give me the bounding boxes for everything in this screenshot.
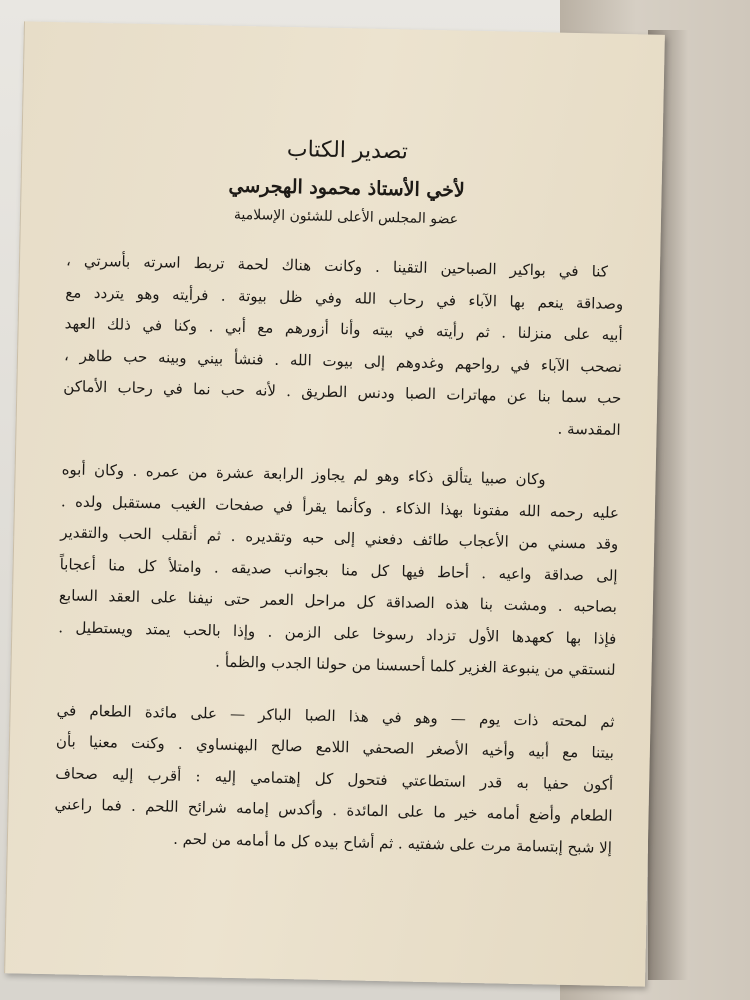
text-line: أكون حفيا به قدر استطاعتي فتحول كل إهتمامي إليه : أقرب إليه صحاف <box>55 763 614 794</box>
paragraph-2 <box>51 454 625 686</box>
author-role: عضو المجلس الأعلى للشئون الإسلامية <box>233 206 459 228</box>
text-line: إلا شبح إبتسامة مرت على شفتيه . ثم أشاح بيده كل ما أمامه من لحم . <box>172 829 613 857</box>
text-line: حب سما بنا عن مهاترات الصبا ودنس الطريق . لأنه حب نما في رحاب الأماكن <box>63 377 622 407</box>
paragraph-3 <box>48 695 621 864</box>
text-line: وصداقة ينعم بها الآباء في رحاب الله وفي ظل بيوتة . فرأيته وهو يتردد مع <box>65 282 624 313</box>
text-line: عليه رحمه الله مفتونا بهذا الذكاء . وكأنما يقرأ في صفحات الغيب مستقبل ولده . <box>60 491 620 522</box>
text-line: وكان صبيا يتألق ذكاء وهو لم يجاوز الرابعة عشرة من عمره . وكان أبوه <box>61 460 546 489</box>
book-page <box>4 21 665 986</box>
text-line: وقد مسني من الأعجاب طائف دفعني إلى حبه وتقديره . ثم أنقلب الحب والتقدير <box>60 523 619 553</box>
text-line: أبيه على منزلنا . ثم رأيته في بيته وأنا أزورهم مع أبي . وكنا في ذلك العهد <box>64 314 623 344</box>
page-content <box>46 132 632 926</box>
text-line: إلى صداقة واعيه . أحاط فيها كل منا بجوانب صديقه . وامتلأ كل منا أعجاباً <box>59 554 618 585</box>
text-line: المقدسة . <box>557 419 621 439</box>
text-line: كنا في بواكير الصباحين التقينا . وكانت هناك لحمة تربط اسرته بأسرتي ، <box>65 251 609 281</box>
text-line: بيتنا مع أبيه وأخيه الأصغر الصحفي اللامع صالح البهنساوي . وكنت معنيا بأن <box>55 732 615 762</box>
text-line: لنستقي من ينبوعة الغزير كلما أحسسنا من حولنا الجدب والظمأ . <box>215 652 616 679</box>
text-line: الطعام وأضع أمامه خير ما على المائدة . وأكدس إمامه شرائح اللحم . فما راعني <box>54 795 613 825</box>
text-line: ثم لمحته ذات يوم — وهو في هذا الصبا الباكر — على مائدة الطعام في <box>56 700 615 731</box>
page-title: تصدير الكتاب <box>286 136 409 165</box>
paragraph-1 <box>56 245 630 446</box>
author-dedication: لأخي الأستاذ محمود الهجرسي <box>228 174 465 202</box>
text-line: بصاحبه . ومشت بنا هذه الصداقة كل مراحل العمر حتى نيفنا على العقد السابع <box>58 586 618 616</box>
text-line: نصحب الآباء في رواحهم وغدوهم إلى بيوت الله . فنشأ بيني وبينه حب طاهر ، <box>63 345 623 376</box>
text-line: فإذا بها كعهدها الأول تزداد رسوخا على الزمن . وإذا بالحب يمتد ويستطيل . <box>58 617 617 648</box>
